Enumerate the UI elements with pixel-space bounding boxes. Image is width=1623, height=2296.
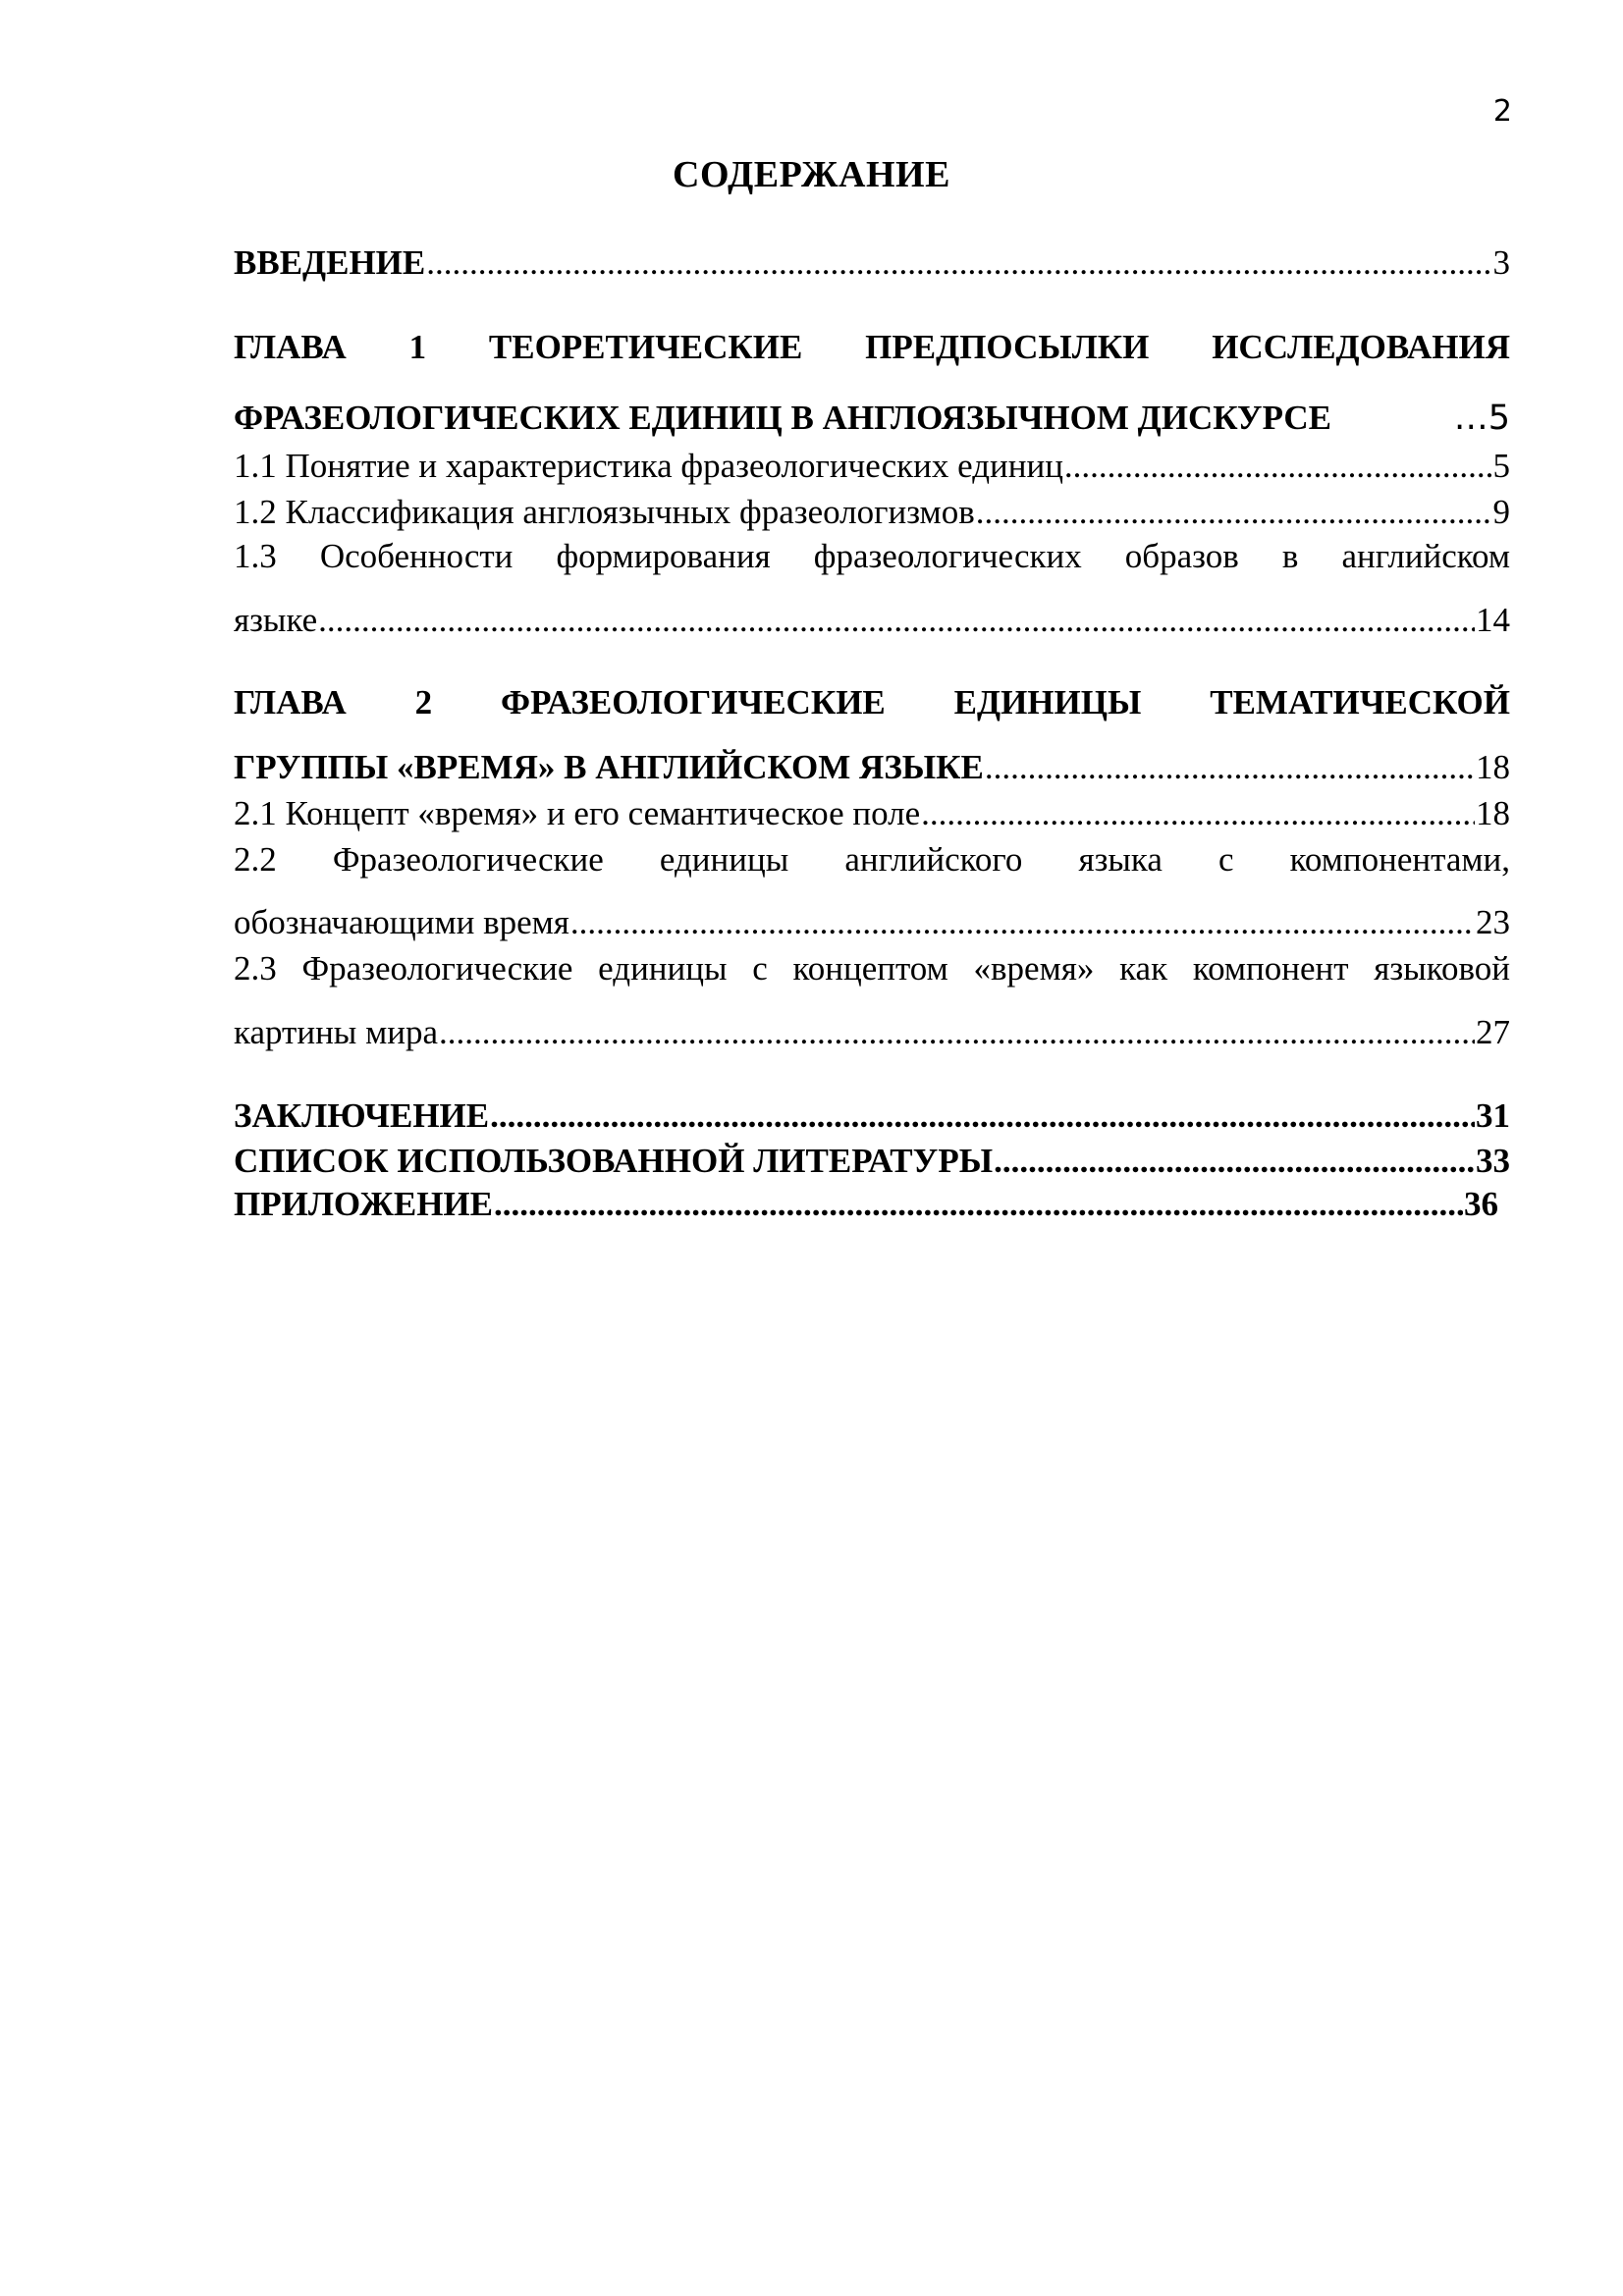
- toc-entry-intro[interactable]: [234, 243, 1510, 283]
- toc-page: 18: [1476, 794, 1510, 832]
- toc-entry-chapter1[interactable]: [234, 328, 1510, 367]
- toc-page: …5: [1453, 399, 1510, 438]
- toc-page: 31: [1476, 1096, 1510, 1135]
- toc-label: 2.1 Концепт «время» и его семантическое поле: [234, 794, 921, 832]
- toc-page: 3: [1492, 243, 1510, 282]
- toc-label-line1: 2.3 Фразеологические единицы с концептом «время» как компонент языковой: [234, 949, 1510, 988]
- dot-leader: [570, 903, 1475, 942]
- toc-entry-2-3-cont[interactable]: [234, 1013, 1510, 1052]
- dot-leader: [921, 794, 1475, 833]
- toc-label: 1.1 Понятие и характеристика фразеологических единиц: [234, 447, 1063, 485]
- toc-label-line2: ФРАЗЕОЛОГИЧЕСКИХ ЕДИНИЦ В АНГЛОЯЗЫЧНОМ ДИСКУРСЕ: [234, 399, 1332, 437]
- toc-entry-chapter2[interactable]: [234, 683, 1510, 722]
- toc-label: ЗАКЛЮЧЕНИЕ: [234, 1096, 490, 1135]
- toc-label-line2: ГРУППЫ «ВРЕМЯ» В АНГЛИЙСКОМ ЯЗЫКЕ: [234, 748, 984, 786]
- toc-label-line1: ГЛАВА 2 ФРАЗЕОЛОГИЧЕСКИЕ ЕДИНИЦЫ ТЕМАТИЧЕСКОЙ: [234, 683, 1510, 721]
- toc-label: СПИСОК ИСПОЛЬЗОВАННОЙ ЛИТЕРАТУРЫ: [234, 1142, 994, 1180]
- toc-label-line1: 1.3 Особенности формирования фразеологических образов в английском: [234, 537, 1510, 575]
- toc-page: 33: [1476, 1142, 1510, 1180]
- toc-entry-chapter1-cont[interactable]: [234, 399, 1510, 438]
- toc-label: 1.2 Классификация англоязычных фразеологизмов: [234, 493, 975, 531]
- toc-label-line2: картины мира: [234, 1013, 438, 1051]
- dot-leader: [490, 1096, 1475, 1136]
- dot-leader: [494, 1185, 1463, 1224]
- dot-leader: [976, 493, 1492, 532]
- page-number: 2: [1492, 94, 1512, 129]
- toc-entry-1-3-cont[interactable]: [234, 601, 1510, 640]
- dot-leader: [439, 1013, 1475, 1052]
- toc-page: 9: [1492, 493, 1510, 531]
- toc-page: 27: [1476, 1013, 1510, 1051]
- toc-entry-1-2[interactable]: [234, 493, 1510, 532]
- toc-page: 5: [1492, 447, 1510, 485]
- toc-label: ВВЕДЕНИЕ: [234, 243, 426, 282]
- toc-entry-2-3[interactable]: [234, 949, 1510, 988]
- toc-label-line2: языке: [234, 601, 318, 639]
- toc-entry-1-3[interactable]: [234, 537, 1510, 576]
- toc-entry-chapter2-cont[interactable]: [234, 748, 1510, 787]
- dot-leader: [318, 601, 1475, 640]
- toc-label-line1: ГЛАВА 1 ТЕОРЕТИЧЕСКИЕ ПРЕДПОСЫЛКИ ИССЛЕДОВАНИЯ: [234, 328, 1510, 366]
- toc-page: 23: [1476, 903, 1510, 941]
- toc-entry-1-1[interactable]: [234, 447, 1510, 486]
- toc-label: ПРИЛОЖЕНИЕ: [234, 1185, 494, 1223]
- toc-entry-appendix[interactable]: [234, 1185, 1498, 1224]
- dot-leader: [994, 1142, 1475, 1181]
- dot-leader: [1064, 447, 1492, 486]
- toc-page: 36: [1464, 1185, 1498, 1223]
- toc-label-line1: 2.2 Фразеологические единицы английского языка с компонентами,: [234, 840, 1510, 879]
- toc-page: 14: [1476, 601, 1510, 639]
- toc-entry-conclusion[interactable]: [234, 1096, 1510, 1136]
- toc-title: СОДЕРЖАНИЕ: [673, 154, 950, 195]
- toc-page: 18: [1476, 748, 1510, 786]
- toc-entry-2-2[interactable]: [234, 840, 1510, 880]
- toc-entry-2-1[interactable]: [234, 794, 1510, 833]
- toc-label-line2: обозначающими время: [234, 903, 569, 941]
- toc-entry-references[interactable]: [234, 1142, 1510, 1181]
- toc-entry-2-2-cont[interactable]: [234, 903, 1510, 942]
- dot-leader: [985, 748, 1475, 787]
- dot-leader: [426, 243, 1491, 283]
